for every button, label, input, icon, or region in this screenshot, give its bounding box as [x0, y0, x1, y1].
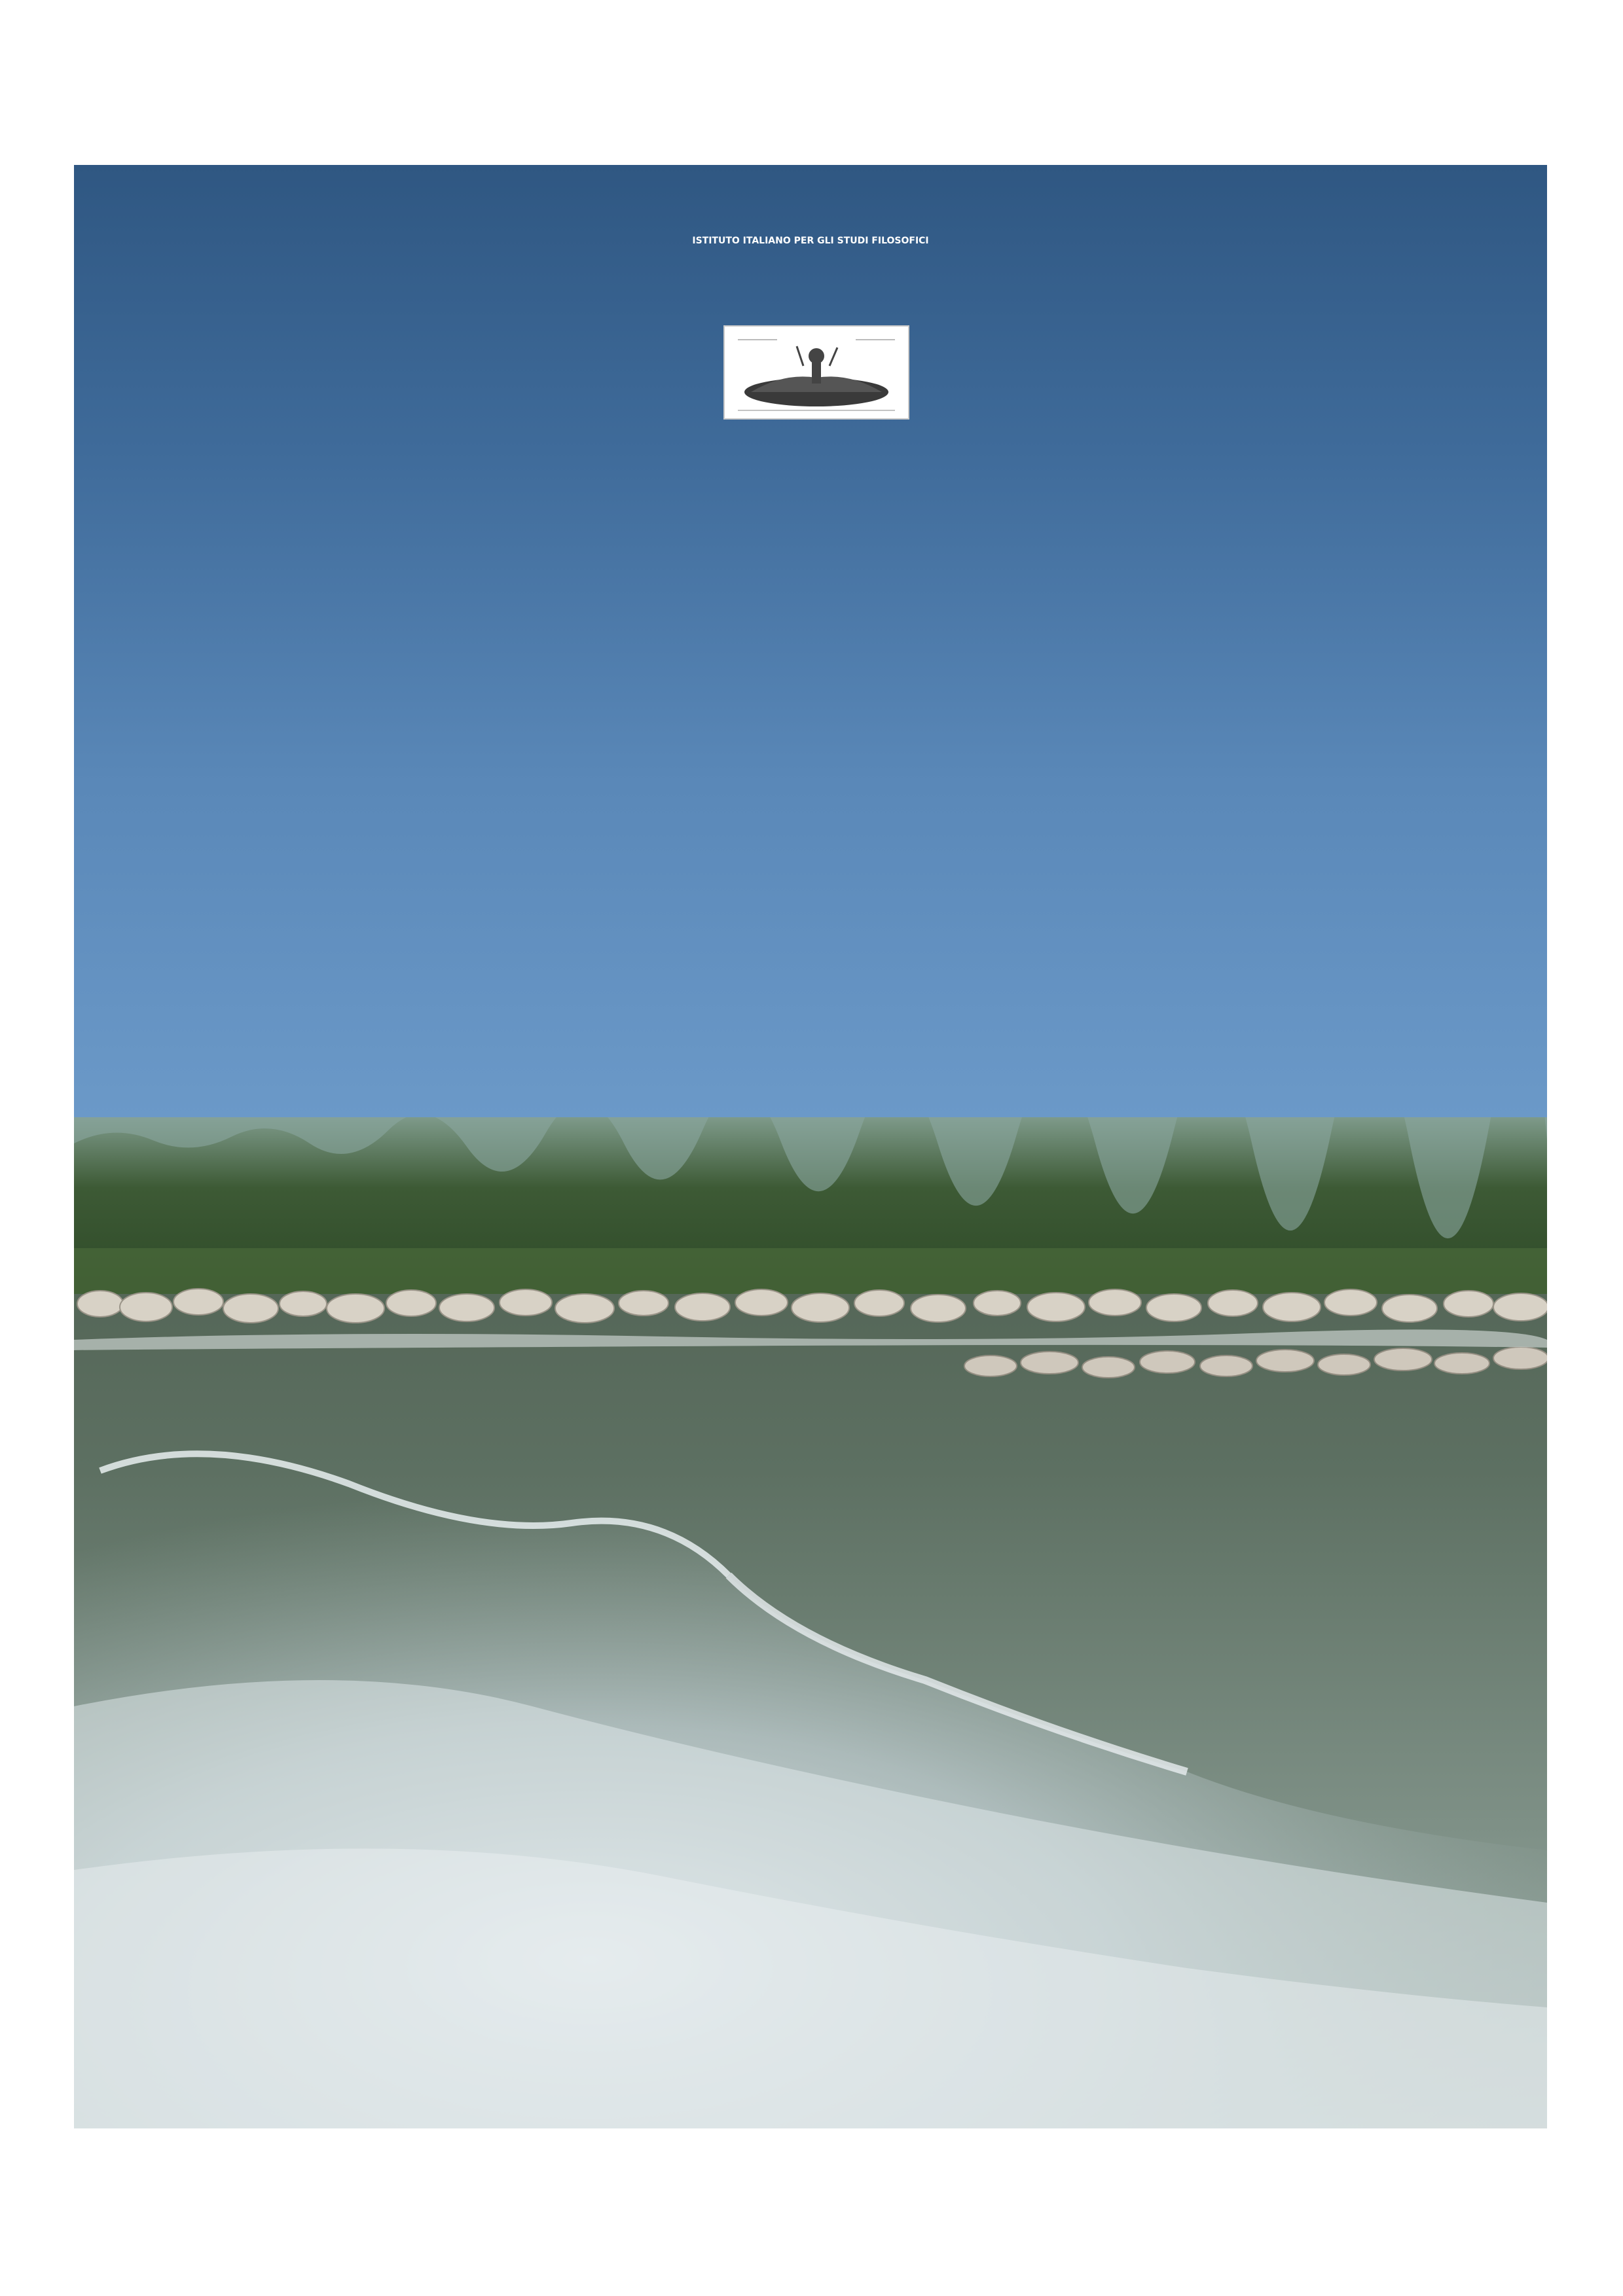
engraving-emblem-icon [725, 327, 908, 418]
poster-header-background [74, 165, 1547, 1117]
institute-logo [723, 325, 909, 420]
river-photo [74, 1117, 1547, 2128]
institute-title: ISTITUTO ITALIANO PER GLI STUDI FILOSOFICI [692, 236, 929, 246]
poster [74, 165, 1547, 2128]
